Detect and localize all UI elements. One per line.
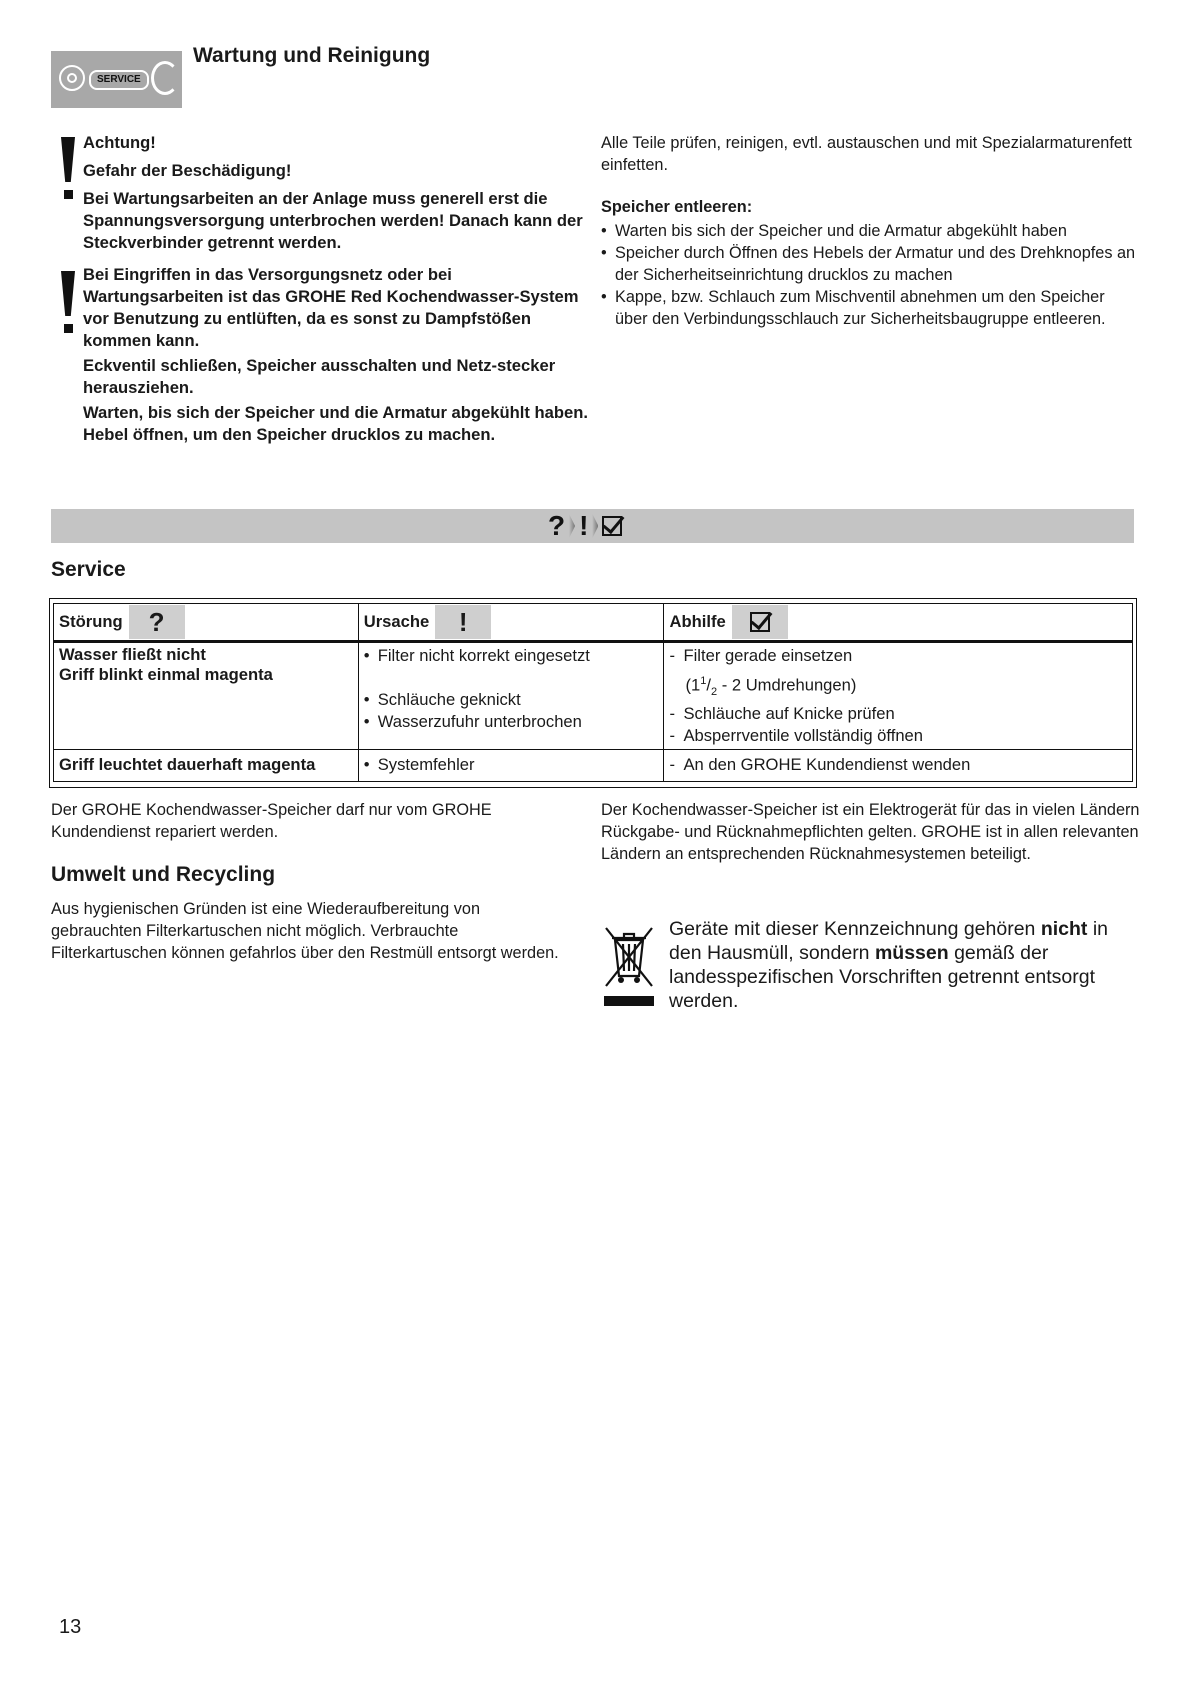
- table-row: [54, 642, 1133, 750]
- arrow-separator-icon: [569, 514, 575, 538]
- fix-cell: - Filter gerade einsetzen ($1^1/_2 - 2$ Umdrehungen) - Schläuche auf Knicke prüfen - Absperrventile vollständig öffnen: [664, 642, 1133, 750]
- warning-title: Achtung!: [83, 133, 156, 152]
- cause-cell: • Filter nicht korrekt eingesetzt • Schläuche geknickt • Wasserzufuhr unterbrochen: [358, 642, 664, 750]
- weee-note: Geräte mit dieser Kennzeichnung gehören nicht in den Hausmüll, sondern müssen gemäß der landesspezifischen Vorschriften getrennt entsorgt werden.: [669, 918, 1109, 1012]
- exclamation-icon: !: [435, 605, 491, 639]
- table-header-row: [54, 604, 1133, 642]
- warning-text: Eckventil schließen, Speicher ausschalten und Netz-stecker herausziehen.: [83, 356, 556, 397]
- maintenance-intro: Alle Teile prüfen, reinigen, evtl. austauschen und mit Spezialarmaturenfett einfetten.: [601, 134, 1132, 174]
- page-number: 13: [59, 1616, 82, 1638]
- troubleshooting-bar: [51, 509, 1134, 543]
- fault-cell: Wasser fließt nicht Griff blinkt einmal magenta: [54, 642, 359, 750]
- gear-icon: [59, 65, 85, 91]
- service-title: Service: [51, 558, 126, 581]
- wrench-icon: [151, 61, 179, 95]
- list-item: • Warten bis sich der Speicher und die Armatur abgekühlt haben: [601, 220, 1141, 242]
- table-row: [54, 749, 1133, 781]
- checkmark-icon: [602, 516, 622, 536]
- electro-note: Der Kochendwasser-Speicher ist ein Elektrogerät für das in vielen Ländern Rückgabe- und Rücknahmepflichten gelten. GROHE ist in allen relevanten Ländern an entsprechenden Rücknahmesystemen beteiligt.: [601, 801, 1140, 863]
- fault-cell: Griff leuchtet dauerhaft magenta: [54, 749, 359, 781]
- warning-text: Bei Eingriffen in das Versorgungsnetz oder bei Wartungsarbeiten ist das GROHE Red Kochendwasser-System vor Benutzung zu entlüften, da es sonst zu Dampfstößen kommen kann.: [83, 265, 579, 350]
- fix-cell: - An den GROHE Kundendienst wenden: [664, 749, 1133, 781]
- page-title: Wartung und Reinigung: [193, 44, 431, 67]
- warning-text: Warten, bis sich der Speicher und die Armatur abgekühlt haben. Hebel öffnen, um den Speicher drucklos zu machen.: [83, 403, 588, 444]
- cause-cell: • Systemfehler: [358, 749, 664, 781]
- environment-title: Umwelt und Recycling: [51, 863, 276, 886]
- question-icon: ?: [129, 605, 185, 639]
- column-header-fault: Störung ?: [54, 604, 359, 642]
- crossed-out-bin-icon: [603, 924, 655, 1008]
- warning-subtitle: Gefahr der Beschädigung!: [83, 161, 292, 180]
- question-icon: ?: [548, 510, 566, 541]
- exclamation-icon: !: [579, 510, 589, 541]
- maintenance-block: [601, 132, 1141, 330]
- warning-block: [83, 264, 588, 446]
- service-badge-label: SERVICE: [89, 70, 149, 90]
- warning-text: Bei Wartungsarbeiten an der Anlage muss generell erst die Spannungsversorgung unterbrochen werden! Danach kann der Steckverbinder getrennt werden.: [83, 189, 583, 252]
- environment-text: Aus hygienischen Gründen ist eine Wiederaufbereitung von gebrauchten Filterkartuschen nicht möglich. Verbrauchte Filterkartuschen können gefahrlos über den Restmüll entsorgt werden.: [51, 900, 559, 962]
- repair-note: Der GROHE Kochendwasser-Speicher darf nur vom GROHE Kundendienst repariert werden.: [51, 801, 492, 841]
- warning-exclamation-icon: [57, 271, 79, 333]
- arrow-separator-icon: [592, 514, 598, 538]
- checkmark-icon: [732, 605, 788, 639]
- drain-heading: Speicher entleeren:: [601, 198, 753, 216]
- service-table: [53, 603, 1133, 782]
- drain-steps-list: [601, 220, 1141, 330]
- list-item: • Kappe, bzw. Schlauch zum Mischventil abnehmen um den Speicher über den Verbindungsschlauch zur Sicherheitsbaugruppe entleeren.: [601, 286, 1141, 330]
- service-logo-icon: [51, 51, 182, 108]
- warning-exclamation-icon: [57, 137, 79, 199]
- list-item: • Speicher durch Öffnen des Hebels der Armatur und des Drehknopfes an der Sicherheitseinrichtung drucklos zu machen: [601, 242, 1141, 286]
- warning-block: [83, 132, 588, 254]
- column-header-cause: Ursache !: [358, 604, 664, 642]
- column-header-fix: Abhilfe: [664, 604, 1133, 642]
